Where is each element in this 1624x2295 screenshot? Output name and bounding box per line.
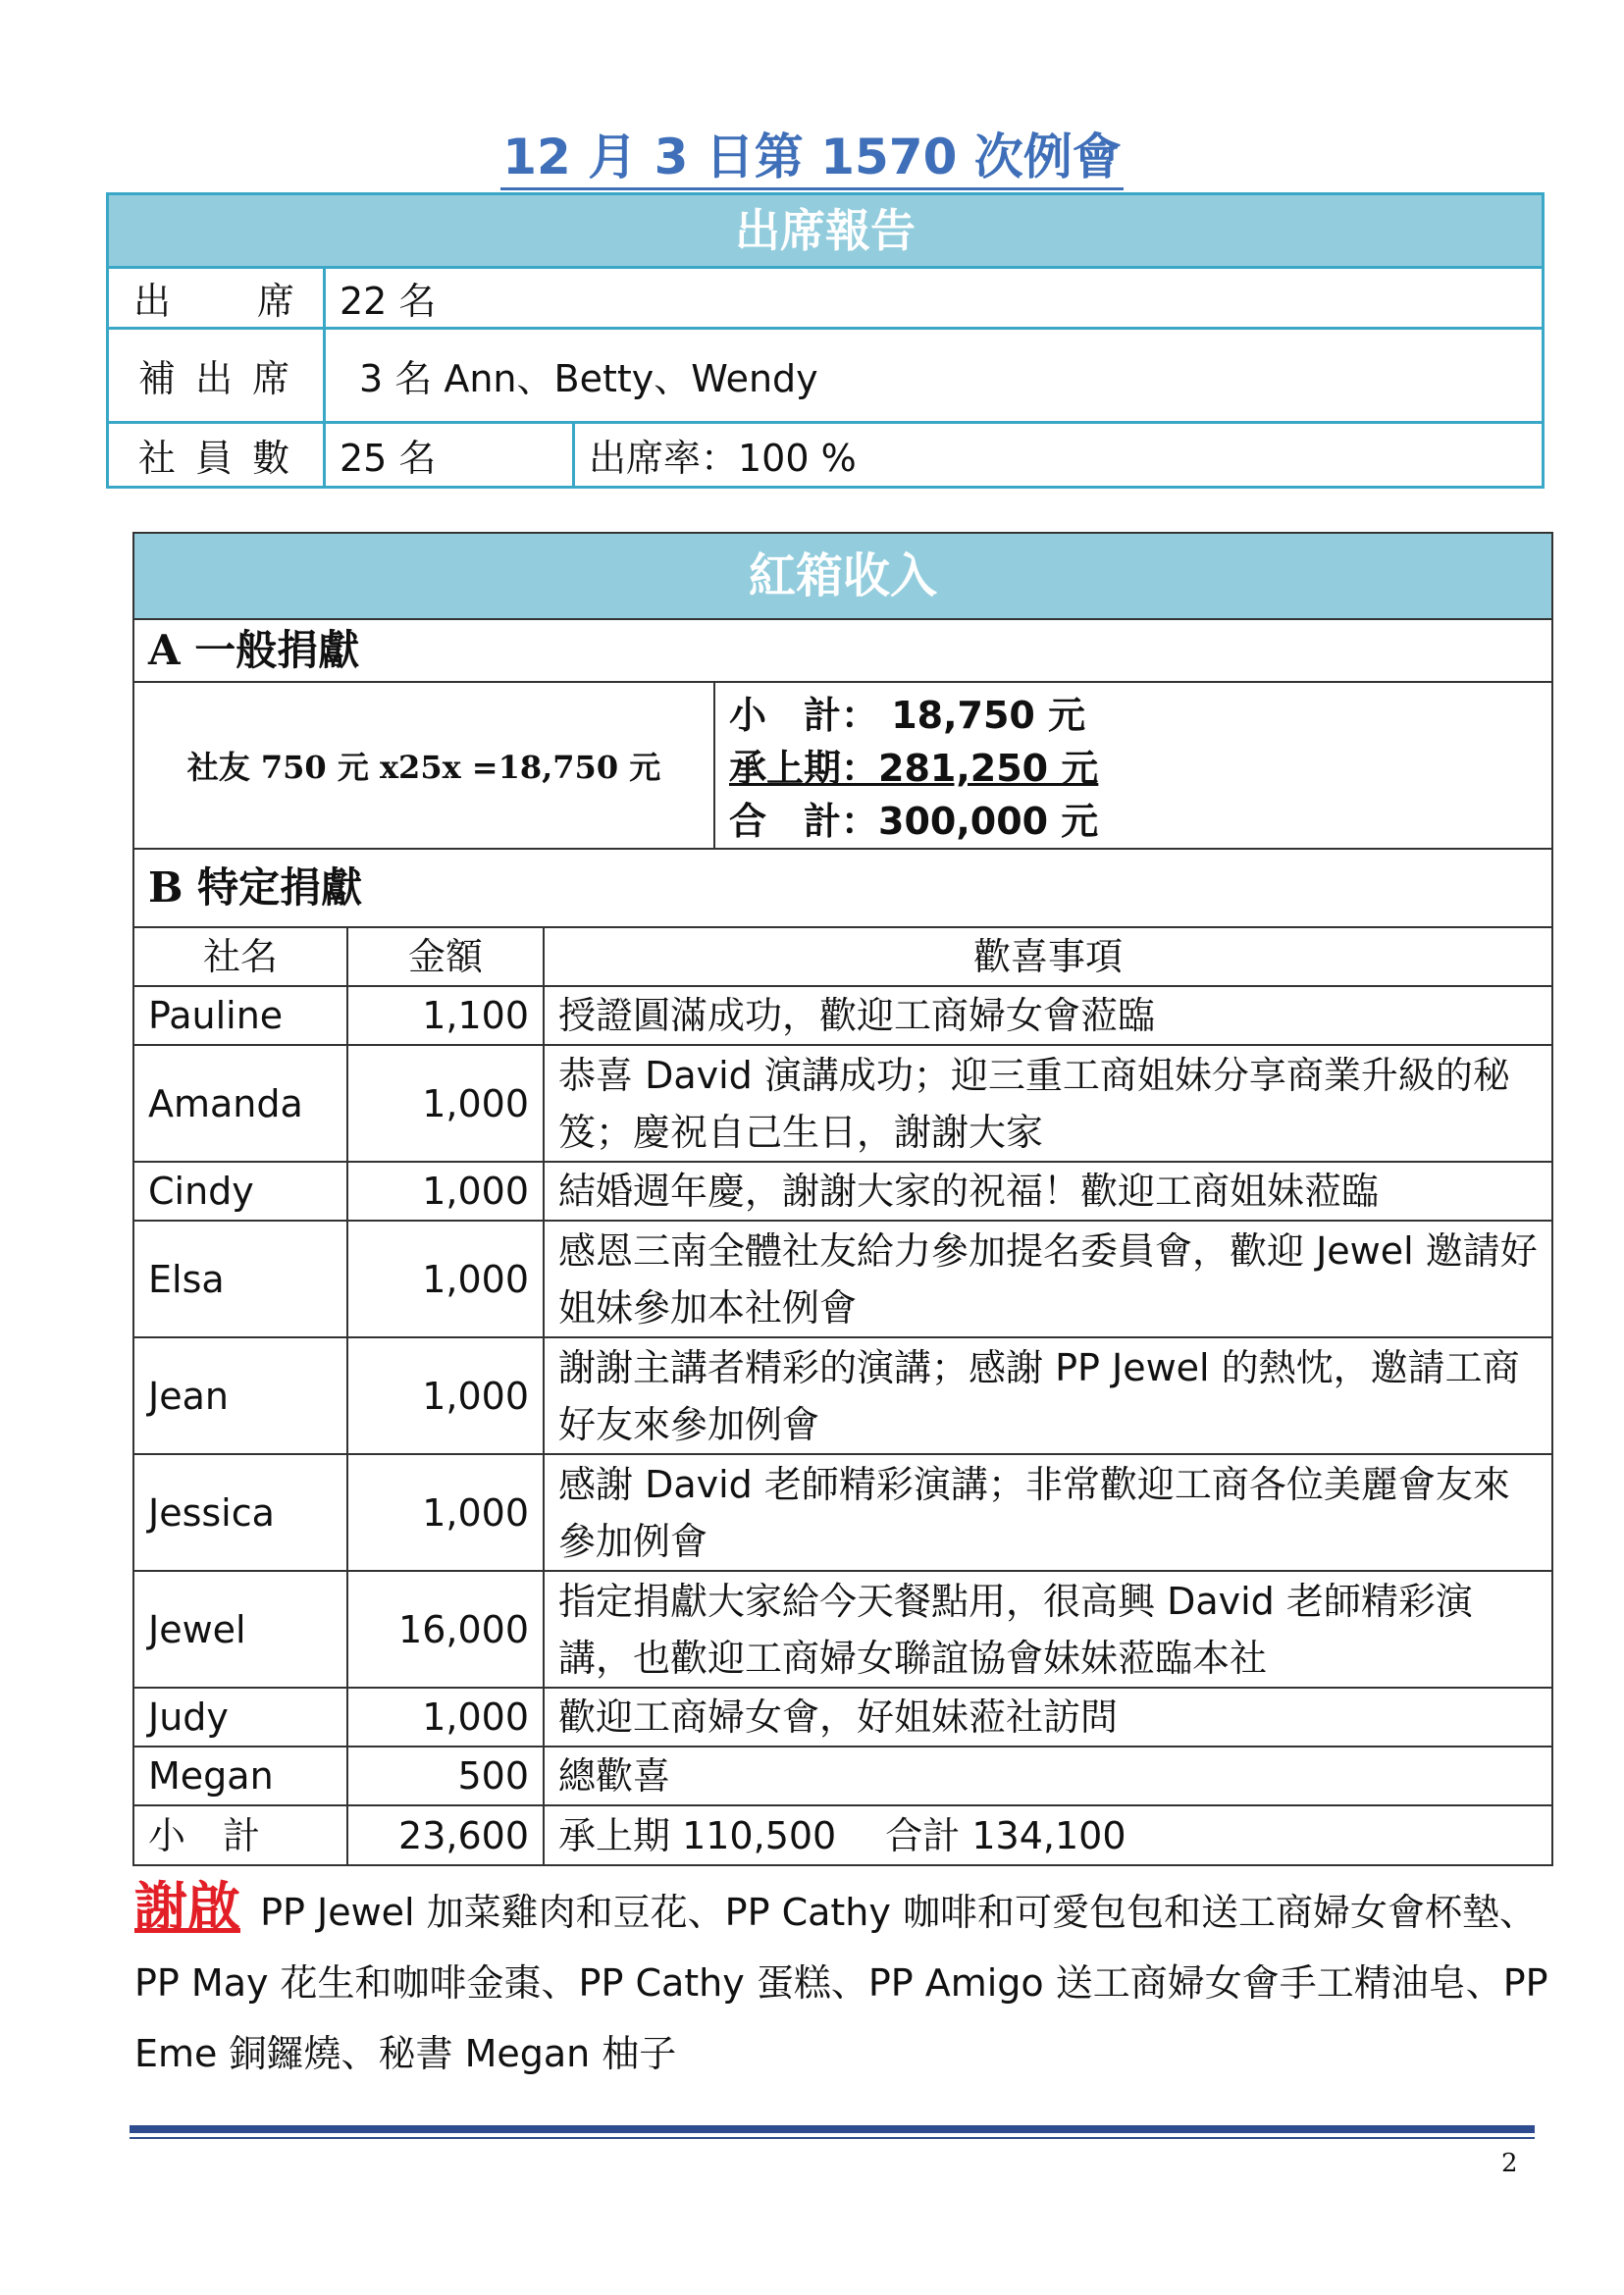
row-reason: 感恩三南全體社友給力參加提名委員會，歡迎 Jewel 邀請好姐妹參加本社例會	[544, 1221, 1551, 1337]
row-name: Amanda	[134, 1045, 347, 1162]
attendance-row-present	[109, 269, 1542, 330]
subtotal-note: 承上期 110,500 合計 134,100	[544, 1805, 1551, 1864]
general-total: 合 計：300,000 元	[729, 800, 1099, 843]
section-b-title: B 特定捐獻	[134, 850, 1551, 928]
special-donation-table	[134, 928, 1551, 1864]
row-amount: 16,000	[347, 1571, 544, 1688]
table-row	[134, 1337, 1551, 1454]
row-amount: 500	[347, 1747, 544, 1805]
redbox-table	[132, 532, 1553, 1866]
thanks-text: PP Jewel 加菜雞肉和豆花、PP Cathy 咖啡和可愛包包和送工商婦女會杯墊、PP May 花生和咖啡金棗、PP Cathy 蛋糕、PP Amigo 送工商婦女會手工精油皂、PP Eme 銅鑼燒、秘書 Megan 柚子	[134, 1891, 1548, 2075]
present-value: 22 名	[340, 280, 437, 323]
row-name: Judy	[134, 1688, 347, 1747]
footer-rule-thin	[130, 2137, 1535, 2139]
row-reason: 感謝 David 老師精彩演講；非常歡迎工商各位美麗會友來參加例會	[544, 1454, 1551, 1571]
row-reason: 歡迎工商婦女會，好姐妹蒞社訪問	[544, 1688, 1551, 1747]
thanks-section	[134, 1872, 1567, 2089]
general-carried: 承上期：281,250 元	[729, 747, 1099, 790]
row-name: Pauline	[134, 986, 347, 1045]
general-subtotal: 小 計： 18,750 元	[729, 694, 1086, 737]
col-name-header: 社名	[202, 935, 278, 978]
row-amount: 1,000	[347, 1337, 544, 1454]
row-reason: 謝謝主講者精彩的演講；感謝 PP Jewel 的熱忱，邀請工商好友來參加例會	[544, 1337, 1551, 1454]
row-name: Jewel	[134, 1571, 347, 1688]
attendance-row-members	[109, 424, 1542, 486]
row-reason: 恭喜 David 演講成功；迎三重工商姐妹分享商業升級的秘笈；慶祝自己生日，謝謝大家	[544, 1045, 1551, 1162]
section-a-title: A 一般捐獻	[134, 620, 1551, 683]
row-amount: 1,000	[347, 1688, 544, 1747]
table-row	[134, 1688, 1551, 1747]
thanks-label: 謝啟	[134, 1876, 240, 1938]
col-reason-header: 歡喜事項	[544, 928, 1551, 986]
row-reason: 授證圓滿成功，歡迎工商婦女會蒞臨	[544, 986, 1551, 1045]
general-donation	[134, 683, 1551, 850]
attendance-row-makeup	[109, 330, 1542, 424]
general-formula: 社友 750 元 x25x =18,750 元	[134, 683, 715, 848]
makeup-label: 補 出 席	[109, 330, 326, 421]
row-name: Cindy	[134, 1162, 347, 1221]
row-reason: 總歡喜	[544, 1747, 1551, 1805]
table-row	[134, 986, 1551, 1045]
members-label: 社 員 數	[109, 424, 326, 486]
row-amount: 1,000	[347, 1221, 544, 1337]
makeup-value: 3 名 Ann、Betty、Wendy	[359, 357, 818, 400]
subtotal-label: 小 計	[134, 1805, 347, 1864]
row-amount: 1,000	[347, 1045, 544, 1162]
row-name: Jessica	[134, 1454, 347, 1571]
page-number: 2	[1501, 2149, 1518, 2178]
row-reason: 結婚週年慶，謝謝大家的祝福！歡迎工商姐妹蒞臨	[544, 1162, 1551, 1221]
subtotal-row	[134, 1805, 1551, 1864]
subtotal-amount: 23,600	[347, 1805, 544, 1864]
footer-rule	[130, 2125, 1535, 2133]
row-name: Megan	[134, 1747, 347, 1805]
row-name: Elsa	[134, 1221, 347, 1337]
row-amount: 1,000	[347, 1454, 544, 1571]
row-reason: 指定捐獻大家給今天餐點用，很高興 David 老師精彩演講，也歡迎工商婦女聯誼協會妹妹蒞臨本社	[544, 1571, 1551, 1688]
redbox-header: 紅箱收入	[134, 534, 1551, 620]
table-row	[134, 1454, 1551, 1571]
row-amount: 1,000	[347, 1162, 544, 1221]
table-header-row	[134, 928, 1551, 986]
table-row	[134, 1162, 1551, 1221]
row-amount: 1,100	[347, 986, 544, 1045]
table-row	[134, 1221, 1551, 1337]
members-value: 25 名	[326, 424, 575, 486]
page-title: 12 月 3 日第 1570 次例會	[0, 126, 1624, 188]
attendance-header: 出席報告	[109, 195, 1542, 269]
general-totals	[715, 683, 1551, 848]
col-amount-header: 金額	[347, 928, 544, 986]
table-row	[134, 1747, 1551, 1805]
present-label: 出 席	[109, 269, 326, 327]
table-row	[134, 1045, 1551, 1162]
attendance-rate: 出席率：100 %	[589, 437, 857, 480]
row-name: Jean	[134, 1337, 347, 1454]
table-row	[134, 1571, 1551, 1688]
attendance-table	[106, 192, 1545, 489]
